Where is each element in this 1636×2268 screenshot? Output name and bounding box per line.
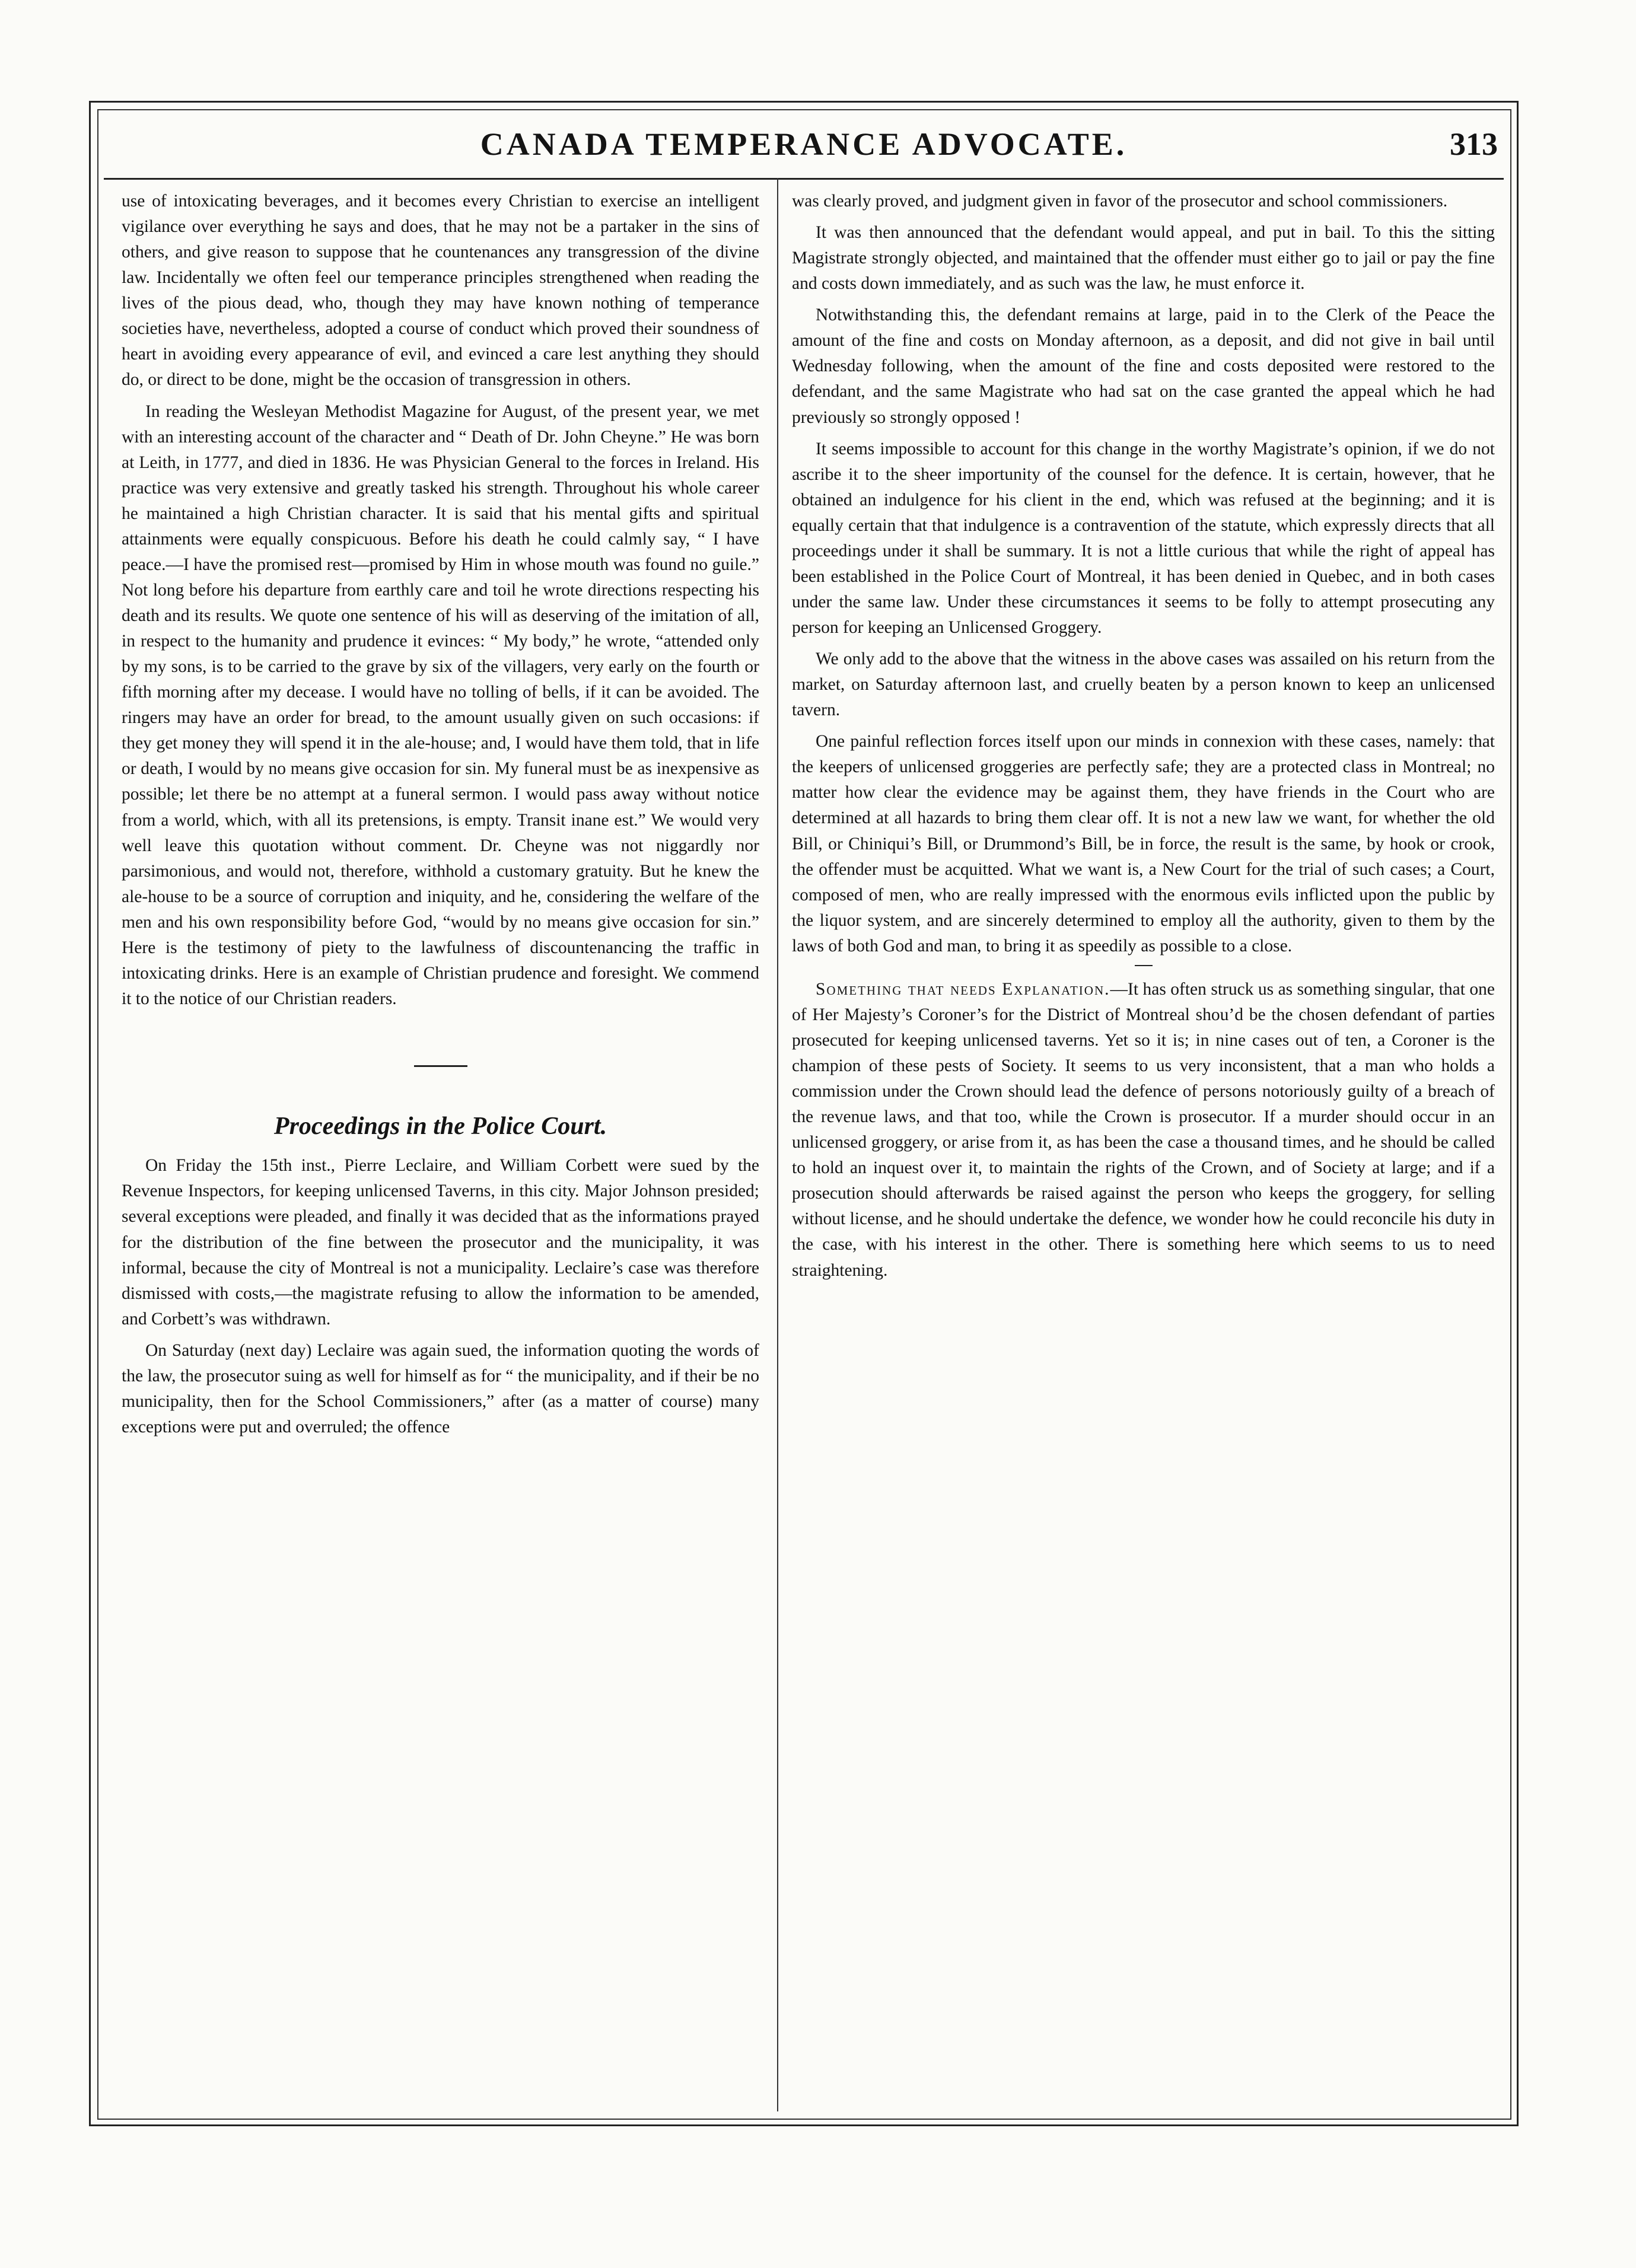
article-paragraph: was clearly proved, and judgment given in favor of the prosecutor and school commissioners. [792, 192, 1448, 211]
section-heading: Proceedings in the Police Court. [273, 1113, 607, 1140]
article-paragraph: On Saturday (next day) Leclaire was again sued, the information quoting the words of the law, the prosecutor suing as well for himself as for “ the municipality, and if their be no municipality, then for the School Commissioners,” after (as a matter of course) many exceptions were put and overruled; the offence [122, 1340, 759, 1436]
column-divider [777, 178, 778, 2111]
article-paragraph: use of intoxicating beverages, and it becomes every Christian to exercise an intelligent vigilance over everything he says and does, that he may not be a partaker in the sins of others, and give reason to suppose that he countenances any transgression of the divine law. Incidentally we often feel our temperance principles strengthened when reading the lives of the pious dead, who, though they may have known nothing of temperance societies have, nevertheless, adopted a course of conduct which proved their soundness of heart in avoiding every appearance of evil, and evinced a care lest anything they should do, or direct to be done, might be the occasion of transgression in others. [122, 192, 759, 390]
right-column [792, 189, 1495, 1289]
article-paragraph: On Friday the 15th inst., Pierre Leclaire, and William Corbett were sued by the Revenue Inspectors, for keeping unlicensed Taverns, in this city. Major Johnson presided; several exceptions were pleaded, and finally it was decided that as the informations prayed for the distribution of the fine between the prosecutor and the municipality, it was informal, because the city of Montreal is not a municipality. Leclaire’s case was therefore dismissed with costs,—the magistrate refusing to allow the information to be amended, and Corbett’s was withdrawn. [122, 1156, 759, 1329]
section-separator [414, 1065, 467, 1067]
header-rule [104, 178, 1504, 180]
article-paragraph [792, 977, 1495, 1283]
item-body: —It has often struck us as something singular, that one of Her Majesty’s Coroner’s for the District of Montreal shou’d be the chosen defendant of parties prosecuted for keeping unlicensed taverns. Yet so it is; in nine cases out of ten, a Coroner is the champion of these pests of Society. It seems to us very inconsistent, that a man who holds a commission under the Crown should lead the defence of persons notoriously guilty of a breach of the revenue laws, and that too, while the Crown is prosecutor. If a murder should occur in an unlicensed groggery, or arise from it, as has been the case a thousand times, and he should be called to hold an inquest over it, to maintain the rights of the Crown, and of Society at large; and if a prosecution should afterwards be raised against the person who keeps the groggery, for selling without license, and he should undertake the defence, we wonder how he could reconcile his duty in the case, with his interest in the other. There is something here which seems to us to need straightening. [792, 979, 1495, 1280]
item-lead: Something that needs Explanation. [816, 979, 1110, 999]
article-paragraph: It was then announced that the defendant would appeal, and put in bail. To this the sitting Magistrate strongly objected, and maintained that the offender must either go to jail or pay the fine and costs down immediately, and as such was the law, he must enforce it. [792, 223, 1495, 294]
left-column [122, 189, 759, 1446]
article-paragraph: Notwithstanding this, the defendant remains at large, paid in to the Clerk of the Peace the amount of the fine and costs on Monday afternoon, as a deposit, and did not give in bail until Wednesday following, when the amount of the fine and costs deposited were restored to the defendant, and the same Magistrate who had sat on the case granted the appeal which he had previously so strongly opposed ! [792, 305, 1495, 427]
item-separator [1135, 965, 1153, 966]
publication-title: CANADA TEMPERANCE ADVOCATE. [480, 126, 1128, 162]
article-paragraph: It seems impossible to account for this change in the worthy Magistrate’s opinion, if we do not ascribe it to the sheer importunity of the counsel for the defence. It is certain, however, that he obtained an indulgence for his client in the end, which was refused at the beginning; and it is equally certain that that indulgence is a contravention of the statute, which expressly directs that all proceedings under it shall be summary. It is not a little curious that while the right of appeal has been established in the Police Court of Montreal, it has been denied in Quebec, and in both cases under the same law. Under these circumstances it seems to be folly to attempt prosecuting any person for keeping an Unlicensed Groggery. [792, 439, 1495, 637]
page-number: 313 [1450, 126, 1498, 162]
article-paragraph: We only add to the above that the witness in the above cases was assailed on his return from the market, on Saturday afternoon last, and cruelly beaten by a person known to keep an unlicensed tavern. [792, 649, 1495, 720]
article-paragraph: In reading the Wesleyan Methodist Magazine for August, of the present year, we met with an interesting account of the character and “ Death of Dr. John Cheyne.” He was born at Leith, in 1777, and died in 1836. He was Physician General to the forces in Ireland. His practice was very extensive and greatly tasked his strength. Throughout his whole career he maintained a high Christian character. It is said that his mental gifts and spiritual attainments were equally conspicuous. Before his death he could calmly say, “ I have peace.—I have the promised rest—promised by Him in whose mouth was found no guile.” Not long before his departure from earthly care and toil he wrote directions respecting his death and its results. We quote one sentence of his will as deserving of the imitation of all, in respect to the humanity and prudence it evinces: “ My body,” he wrote, “attended only by my sons, is to be carried to the grave by six of the villagers, very early on the fourth or fifth morning after my decease. I would have no tolling of bells, if it can be avoided. The ringers may have an order for bread, to the amount usually given on such occasions: if they get money they will spend it in the ale-house; and, I would have them told, that in life or death, I would by no means give occasion for sin. My funeral must be as inexpensive as possible; let there be no attempt at a funeral sermon. I would pass away without notice from a world, which, with all its pretensions, is empty. Transit inane est.” We would very well leave this quotation without comment. Dr. Cheyne was not niggardly nor parsimonious, and would not, therefore, withhold a customary gratuity. But he knew the ale-house to be a source of corruption and iniquity, and he, considering the welfare of the men and his own responsibility before God, “would by no means give occasion for sin.” Here is the testimony of piety to the lawfulness of discountenancing the traffic in intoxicating drinks. Here is an example of Christian prudence and foresight. We commend it to the notice of our Christian readers. [122, 402, 759, 1008]
article-paragraph: One painful reflection forces itself upon our minds in connexion with these cases, namely: that the keepers of unlicensed groggeries are perfectly safe; they are a protected class in Montreal; no matter how clear the evidence may be against them, they have friends in the Court who are determined at all hazards to bring them clear off. It is not a new law we want, for whether the old Bill, or Chiniqui’s Bill, or Drummond’s Bill, be in force, the result is the same, by hook or crook, the offender must be acquitted. What we want is, a New Court for the trial of such cases; a Court, composed of men, who are really impressed with the enormous evils inflicted upon the public by the liquor system, and are sincerely determined to employ all the authority, given to them by the laws of both God and man, to bring it as speedily as possible to a close. [792, 732, 1495, 955]
page-header [104, 119, 1504, 184]
